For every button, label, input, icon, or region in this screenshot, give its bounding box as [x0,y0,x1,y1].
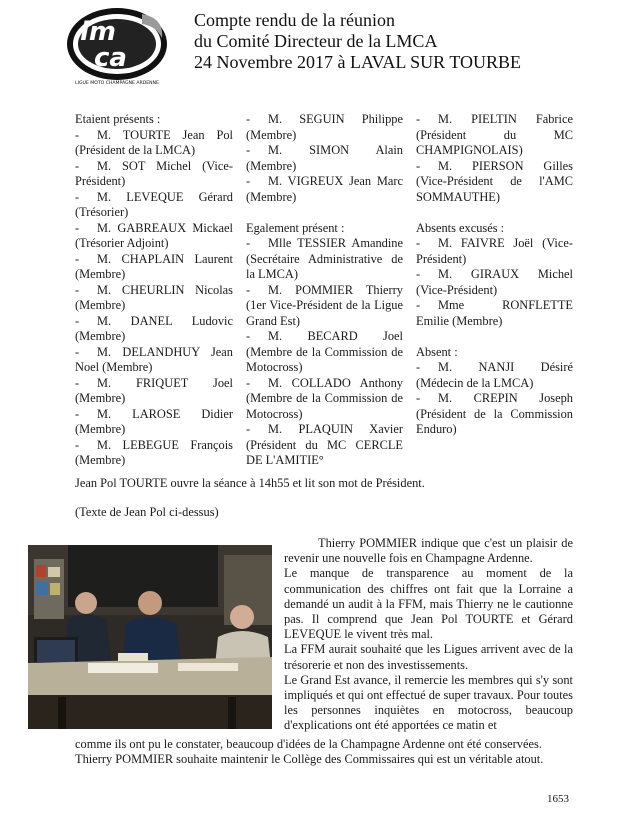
attendee-item: - M. CHEURLIN Nicolas (Membre) [75,282,233,312]
also-present-heading: Egalement présent : [246,220,345,235]
attendees-column-1 [75,112,233,469]
attendee-item: - M. SEGUIN Philippe (Membre) [246,112,403,142]
attendee-item: - M. BECARD Joel (Membre de la Commission de Motocross) [246,329,403,374]
attendee-item: - M. LEBEGUE François (Membre) [75,437,233,467]
attendee-item: - M. FAIVRE Joël (Vice-Président) [416,236,573,266]
body-paragraph-3: La FFM aurait souhaité que les Ligues arrivent avec de la trésorerie et non des investissements. [284,642,573,672]
title-line-3: 24 Novembre 2017 à LAVAL SUR TOURBE [194,52,522,72]
attendee-item: - M. SIMON Alain (Membre) [246,143,403,173]
attendee-item: - M. CHAPLAIN Laurent (Membre) [75,251,233,281]
attendee-item: - M. PIELTIN Fabrice (Président du MC CHAMPIGNOLAIS) [416,112,573,157]
body-paragraph-5: comme ils ont pu le constater, beaucoup d'idées de la Champagne Ardenne ont été conservées. [75,737,542,751]
attendee-item: - M. PIERSON Gilles (Vice-Président de l'AMC SOMMAUTHE) [416,158,573,204]
attendee-item: - M. POMMIER Thierry (1er Vice-Président de la Ligue Grand Est) [246,282,403,328]
absent-heading: Absent : [416,344,458,359]
body-paragraph-6: Thierry POMMIER souhaite maintenir le Collège des Commissaires qui est un véritable atout. [75,752,544,767]
opening-paragraph: Jean Pol TOURTE ouvre la séance à 14h55 et lit son mot de Président. [75,476,425,490]
body-paragraph-1: Thierry POMMIER indique que c'est un plaisir de revenir une nouvelle fois en Champagne Ardenne. [284,536,573,566]
attendee-item: - M. GABREAUX Mickael (Trésorier Adjoint) [75,220,233,250]
meeting-photo [28,545,272,729]
absent-list [416,360,573,438]
present-heading: Etaient présents : [75,112,161,126]
also-present-list-continued [416,112,573,205]
attendee-item: - M. SOT Michel (Vice-Président) [75,158,233,188]
attendee-item: - M. DELANDHUY Jean Noel (Membre) [75,344,233,374]
attendee-item: - M. VIGREUX Jean Marc (Membre) [246,174,403,204]
attendee-item: - M. NANJI Désiré (Médecin de la LMCA) [416,360,573,390]
attendee-item: - M. PLAQUIN Xavier (Président du MC CERCLE DE L'AMITIE° [246,422,403,467]
attendee-item: - M. FRIQUET Joel (Membre) [75,375,233,405]
lmca-logo [64,4,170,88]
page-number: 1653 [547,793,569,805]
title-line-1: Compte rendu de la réunion [194,10,395,30]
also-present-list [246,236,403,469]
excused-list [416,236,573,329]
attendee-item: - M. CREPIN Joseph (Président de la Commission Enduro) [416,391,573,436]
excused-heading: Absents excusés : [416,220,505,235]
attendee-item: - Mme RONFLETTE Emilie (Membre) [416,298,573,328]
attendee-item: - Mlle TESSIER Amandine (Secrétaire Administrative de la LMCA) [246,236,403,281]
attendees-column-3 [416,112,573,438]
body-paragraph-4: Le Grand Est avance, il remercie les membres qui s'y sont impliqués et qui ont effectué de super travaux. Pour toutes les personnes inquiètes en motocross, beaucoup d'explications ont été apportées ce matin et [284,672,573,733]
present-list-continued [246,112,403,205]
body-text-beside-photo [284,536,573,734]
present-list [75,128,233,469]
attendee-item: - M. TOURTE Jean Pol (Président de la LMCA) [75,127,233,157]
attendee-item: - M. LEVEQUE Gérard (Trésorier) [75,189,233,219]
attendee-item: - M. DANEL Ludovic (Membre) [75,313,233,343]
svg-text:LIGUE MOTO CHAMPAGNE ARDENNE: LIGUE MOTO CHAMPAGNE ARDENNE [75,81,159,86]
page-title [194,10,521,73]
body-paragraph-2: Le manque de transparence au moment de la communication des chiffres ont fait que la Lorraine a demandé un audit à la FFM, mais Thierry ne le cautionne pas. Il comprend que Jean Pol TOURTE et Gérard LEVEQUE le vivent très mal. [284,566,573,642]
body-text-full-width [75,737,573,767]
note-paragraph: (Texte de Jean Pol ci-dessus) [75,505,219,519]
attendee-item: - M. GIRAUX Michel (Vice-Président) [416,267,573,297]
svg-text:ca: ca [94,43,127,73]
title-line-2: du Comité Directeur de la LMCA [194,31,438,51]
attendee-item: - M. COLLADO Anthony (Membre de la Commission de Motocross) [246,375,403,421]
svg-text:lm: lm [80,17,117,47]
attendee-item: - M. LAROSE Didier (Membre) [75,406,233,436]
attendees-column-2 [246,112,403,469]
